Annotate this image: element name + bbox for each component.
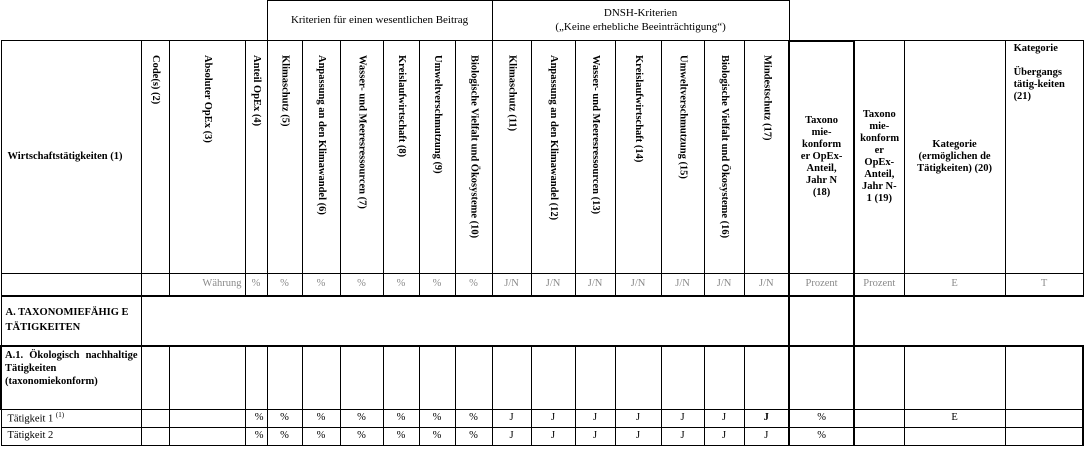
header-spacer (1, 1, 267, 41)
activity-name-text: Tätigkeit 1 (7, 413, 54, 425)
row-c12: J (531, 428, 575, 446)
col-c14-label: Kreislaufwirtschaft (14) (633, 55, 645, 163)
col-c8-label: Kreislaufwirtschaft (8) (396, 55, 408, 158)
col-c10-label: Biologische Vielfalt und Ökosysteme (10) (468, 55, 480, 239)
row-c5: % (267, 410, 302, 428)
row-c5: % (267, 428, 302, 446)
col-header-c21 (1005, 41, 1083, 274)
unit-c16: J/N (704, 274, 744, 296)
unit-c12: J/N (531, 274, 575, 296)
a1-c16 (704, 346, 744, 410)
unit-c5: % (267, 274, 302, 296)
col-header-c7 (340, 41, 383, 274)
col-header-c9 (419, 41, 455, 274)
activity-name: Tätigkeit 2 (1, 428, 141, 446)
section-a1-label: A.1. Ökologisch nachhaltige Tätigkeiten (taxonomiekonform) (1, 346, 141, 410)
row-code (141, 428, 169, 446)
row-c14: J (615, 428, 661, 446)
col-header-code (141, 41, 169, 274)
col-header-c15 (661, 41, 704, 274)
a1-c18 (789, 346, 854, 410)
a1-c20 (904, 346, 1005, 410)
section-a-fill (141, 296, 789, 346)
a1-c14 (615, 346, 661, 410)
unit-c21: T (1005, 274, 1083, 296)
col-header-c12 (531, 41, 575, 274)
a1-c9 (419, 346, 455, 410)
unit-c11: J/N (492, 274, 531, 296)
row-code (141, 410, 169, 428)
row-c14: J (615, 410, 661, 428)
col-header-c6 (302, 41, 340, 274)
col-header-c19: Taxono mie-konform er OpEx-Anteil, Jahr N-1 (19) (854, 41, 904, 274)
a1-code (141, 346, 169, 410)
row-c10: % (455, 428, 492, 446)
row-c8: % (383, 428, 419, 446)
group-header-contribution: Kriterien für einen wesentlichen Beitrag (267, 1, 492, 41)
col-header-c10 (455, 41, 492, 274)
activity-name (1, 410, 141, 428)
col-header-c17 (744, 41, 789, 274)
col-c5-label: Klimaschutz (5) (279, 55, 291, 127)
footnote-marker: (1) (55, 411, 65, 420)
unit-c20: E (904, 274, 1005, 296)
col-header-c16 (704, 41, 744, 274)
a1-c5 (267, 346, 302, 410)
a1-c7 (340, 346, 383, 410)
row-c13: J (575, 410, 615, 428)
row-c18: % (789, 428, 854, 446)
col-c12-label: Anpassung an den Klimawandel (12) (548, 55, 560, 221)
unit-c17: J/N (744, 274, 789, 296)
row-c15: J (661, 428, 704, 446)
row-c15: J (661, 410, 704, 428)
col-header-activity: Wirtschaftstätigkeiten (1) (1, 41, 141, 274)
row-c9: % (419, 410, 455, 428)
col-opex-abs-label: Absoluter OpEx (3) (202, 55, 214, 143)
row-c21 (1005, 410, 1083, 428)
a1-c15 (661, 346, 704, 410)
col-header-c5 (267, 41, 302, 274)
row-opex-share: % (245, 410, 267, 428)
row-c8: % (383, 410, 419, 428)
col-header-c18: Taxono mie-konform er OpEx-Anteil, Jahr N (18) (789, 41, 854, 274)
col-c17-label: Mindestschutz (17) (761, 55, 773, 141)
col-code-label: Code(s) (2) (150, 55, 162, 105)
unit-c13: J/N (575, 274, 615, 296)
a1-c13 (575, 346, 615, 410)
row-c21 (1005, 428, 1083, 446)
row-c19 (854, 410, 904, 428)
row-c17: J (744, 410, 789, 428)
row-opex-share: % (245, 428, 267, 446)
col-c15-label: Umweltverschmutzung (15) (677, 55, 689, 179)
row-c7: % (340, 428, 383, 446)
unit-activity (1, 274, 141, 296)
a1-c6 (302, 346, 340, 410)
group-header-dnsh (492, 1, 789, 41)
unit-c10: % (455, 274, 492, 296)
col-header-opex-abs (169, 41, 245, 274)
row-c7: % (340, 410, 383, 428)
col-c6-label: Anpassung an den Klimawandel (6) (316, 55, 328, 215)
col-c11-label: Klimaschutz (11) (506, 55, 518, 132)
row-opex-abs (169, 428, 245, 446)
unit-c7: % (340, 274, 383, 296)
a1-c8 (383, 346, 419, 410)
col-header-opex-share (245, 41, 267, 274)
unit-c8: % (383, 274, 419, 296)
a1-c21 (1005, 346, 1083, 410)
unit-c18: Prozent (789, 274, 854, 296)
col-c16-label: Biologische Vielfalt und Ökosysteme (16) (719, 55, 731, 239)
a1-c19 (854, 346, 904, 410)
row-c10: % (455, 410, 492, 428)
a1-c11 (492, 346, 531, 410)
col-header-c8 (383, 41, 419, 274)
row-c16: J (704, 410, 744, 428)
a1-c17 (744, 346, 789, 410)
unit-c15: J/N (661, 274, 704, 296)
unit-c14: J/N (615, 274, 661, 296)
row-c6: % (302, 410, 340, 428)
col-header-c13 (575, 41, 615, 274)
a1-opex-share (245, 346, 267, 410)
col-header-c14 (615, 41, 661, 274)
section-a-c18 (789, 296, 854, 346)
row-c13: J (575, 428, 615, 446)
a1-opex-abs (169, 346, 245, 410)
row-c11: J (492, 410, 531, 428)
unit-currency: Währung (169, 274, 245, 296)
col-c9-label: Umweltverschmutzung (9) (432, 55, 444, 174)
col-header-c20: Kategorie (ermöglichen de Tätigkeiten) (20) (904, 41, 1005, 274)
row-opex-abs (169, 410, 245, 428)
unit-opex-share: % (245, 274, 267, 296)
a1-c12 (531, 346, 575, 410)
row-c12: J (531, 410, 575, 428)
row-c11: J (492, 428, 531, 446)
row-c9: % (419, 428, 455, 446)
header-spacer-right (789, 1, 1083, 41)
unit-c6: % (302, 274, 340, 296)
unit-c9: % (419, 274, 455, 296)
col-c13-label: Wasser- und Meeresressourcen (13) (590, 55, 602, 215)
unit-c19: Prozent (854, 274, 904, 296)
dnsh-title: DNSH-Kriterien (603, 6, 678, 19)
col-c21-category: Kategorie (1013, 43, 1058, 54)
row-c18: % (789, 410, 854, 428)
col-c7-label: Wasser- und Meeresressourcen (7) (356, 55, 368, 209)
row-c6: % (302, 428, 340, 446)
dnsh-subtitle: („Keine erhebliche Beeinträchtigung“) (555, 20, 726, 33)
section-a-fill-right (854, 296, 1083, 346)
col-c21-transitional: Übergangs tätig-keiten (21) (1013, 67, 1065, 103)
table-row (1, 410, 1083, 428)
row-c16: J (704, 428, 744, 446)
table-row (1, 428, 1083, 446)
a1-c10 (455, 346, 492, 410)
col-header-c11 (492, 41, 531, 274)
unit-code (141, 274, 169, 296)
row-c20 (904, 428, 1005, 446)
row-c20: E (904, 410, 1005, 428)
row-c17: J (744, 428, 789, 446)
col-opex-share-label: Anteil OpEx (4) (251, 55, 263, 127)
section-a-label: A. TAXONOMIEFÄHIG E TÄTIGKEITEN (1, 296, 141, 346)
row-c19 (854, 428, 904, 446)
